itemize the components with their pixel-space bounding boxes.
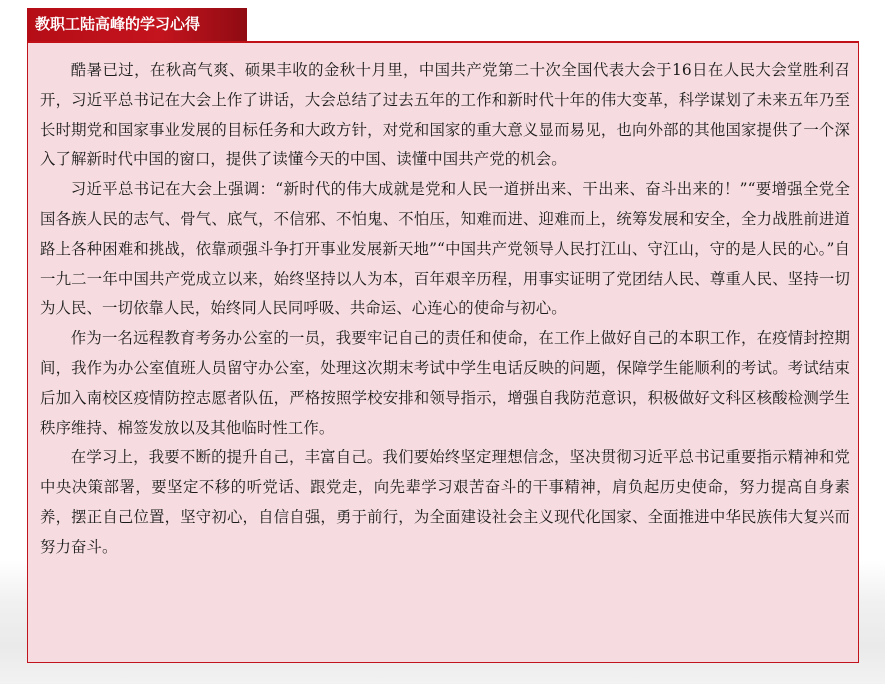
title-underline: [27, 41, 859, 43]
text-panel: [27, 41, 859, 663]
document-title: 教职工陆高峰的学习心得: [27, 8, 247, 41]
paragraph-4: 在学习上，我要不断的提升自己，丰富自己。我们要始终坚定理想信念，坚决贯彻习近平总书记重要指示精神和党中央决策部署，要坚定不移的听党话、跟党走，向先辈学习艰苦奋斗的干事精神，肩负起历史使命，努力提高自身素养，摆正自己位置，坚守初心，自信自强，勇于前行，为全面建设社会主义现代化国家、全面推进中华民族伟大复兴而努力奋斗。: [40, 448, 850, 556]
paragraph-1: 酷暑已过，在秋高气爽、硕果丰收的金秋十月里，中国共产党第二十次全国代表大会于16日在人民大会堂胜利召开，习近平总书记在大会上作了讲话，大会总结了过去五年的工作和新时代十年的伟大变革，科学谋划了未来五年乃至长时期党和国家事业发展的目标任务和大政方针，对党和国家的重大意义显而易见，也向外部的其他国家提供了一个深入了解新时代中国的窗口，提供了读懂今天的中国、读懂中国共产党的机会。: [40, 61, 850, 169]
paragraph-2: 习近平总书记在大会上强调：“新时代的伟大成就是党和人民一道拼出来、干出来、奋斗出来的！”“要增强全党全国各族人民的志气、骨气、底气，不信邪、不怕鬼、不怕压，知难而进、迎难而上，统筹发展和安全，全力战胜前进道路上各种困难和挑战，依靠顽强斗争打开事业发展新天地”“中国共产党领导人民打江山、守江山，守的是人民的心。”自一九二一年中国共产党成立以来，始终坚持以人为本，百年艰辛历程，用事实证明了党团结人民、尊重人民、坚持一切为人民、一切依靠人民，始终同人民同呼吸、共命运、心连心的使命与初心。: [40, 180, 850, 318]
paragraph-3: 作为一名远程教育考务办公室的一员，我要牢记自己的责任和使命，在工作上做好自己的本职工作，在疫情封控期间，我作为办公室值班人员留守办公室，处理这次期末考试中学生电话反映的问题，保障学生能顺利的考试。考试结束后加入南校区疫情防控志愿者队伍，严格按照学校安排和领导指示，增强自我防范意识，积极做好文科区核酸检测学生秩序维持、棉签发放以及其他临时性工作。: [40, 329, 850, 437]
